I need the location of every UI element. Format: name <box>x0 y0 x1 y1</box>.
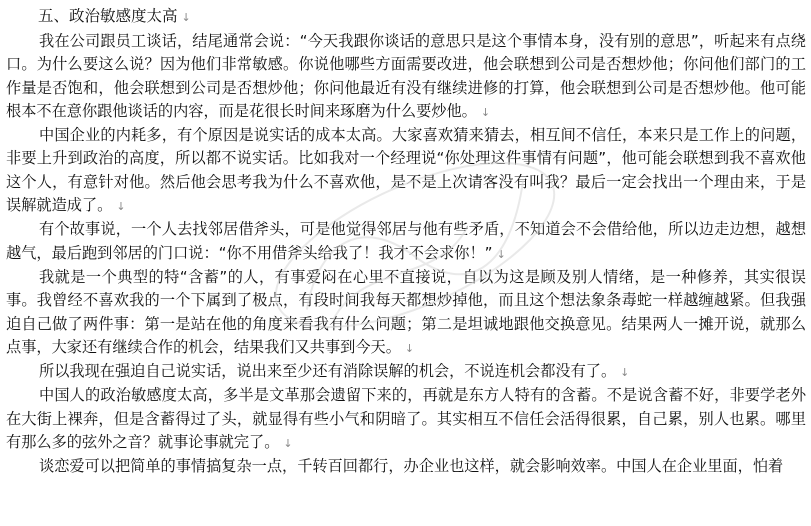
paragraph-text: 有个故事说，一个人去找邻居借斧头，可是他觉得邻居与他有些矛盾，不知道会不会借给他，所以边走边想，越想越气，最后跑到邻居的门口说：“你不用借斧头给我了！我才不会求你！” <box>6 220 806 262</box>
paragraph-mark-icon: ↓ <box>496 247 506 261</box>
paragraph <box>6 30 806 124</box>
paragraph <box>6 455 806 478</box>
paragraph <box>6 218 806 266</box>
paragraph-text: 中国人的政治敏感度太高，多半是文革那会遗留下来的，再就是东方人特有的含蓄。不是说含蓄不好，非要学老外在大街上裸奔，但是含蓄得过了头，就显得有些小气和阴暗了。其实相互不信任会活得很累，自己累，别人也累。哪里有那么多的弦外之音？就事论事就完了。 <box>6 386 806 452</box>
paragraph-mark-icon: ↓ <box>283 437 293 451</box>
paragraph-mark-icon: ↓ <box>480 105 491 119</box>
paragraph-mark-icon: ↓ <box>620 366 630 380</box>
paragraph-mark-icon: ↓ <box>181 11 191 24</box>
paragraph <box>6 360 806 384</box>
paragraph-text: 我就是一个典型的特“含蓄”的人，有事爱闷在心里不直接说，自以为这是顾及别人情绪，是一种修养，其实很误事。我曾经不喜欢我的一个下属到了极点，有段时间我每天都想炒掉他，而且这个想法象条毒蛇一样越缠越紧。但我强迫自己做了两件事：第一是站在他的角度来看我有什么问题；第二是坦诚地跟他交换意见。结果两人一摊开说，就那么点事，大家还有继续合作的机会，结果我们又共事到今天。 <box>6 267 806 356</box>
paragraph-text: 所以我现在强迫自己说实话，说出来至少还有消除误解的机会，不说连机会都没有了。 <box>39 362 617 381</box>
paragraph-text: 中国企业的内耗多，有个原因是说实话的成本太高。大家喜欢猜来猜去，相互间不信任，本来只是工作上的问题，非要上升到政治的高度，所以都不说实话。比如我对一个经理说“你处理这件事情有问题”，他可能会联想到我不喜欢他这个人，有意针对他。然后他会思考我为什么不喜欢他，是不是上次请客没有叫我？最后一定会找出一个理由来，于是误解就造成了。 <box>6 126 806 215</box>
paragraph-mark-icon: ↓ <box>404 341 415 355</box>
document-body <box>6 30 806 479</box>
paragraph-text: 我在公司跟员工谈话，结尾通常会说：“今天我跟你谈话的意思只是这个事情本身，没有别的意思”，听起来有点绕口。为什么要这么说？因为他们非常敏感。你说他哪些方面需要改进，他会联想到公司是否想炒他；你问他们部门的工作量是否饱和，他会联想到公司是否想炒他；你问他最近有没有继续进修的打算，他会联想到公司是否想炒他。他可能根本不在意你跟他谈话的内容，而是花很长时间来琢磨为什么要炒他。 <box>6 32 806 120</box>
section-heading <box>38 6 191 28</box>
paragraph-text: 谈恋爱可以把简单的事情搞复杂一点，千转百回都行，办企业也这样，就会影响效率。中国人在企业里面，怕着 <box>39 457 784 476</box>
section-heading-text: 五、政治敏感度太高 <box>38 7 178 25</box>
paragraph <box>6 124 806 218</box>
paragraph-mark-icon: ↓ <box>116 200 126 214</box>
paragraph <box>6 384 806 455</box>
paragraph <box>6 266 806 360</box>
